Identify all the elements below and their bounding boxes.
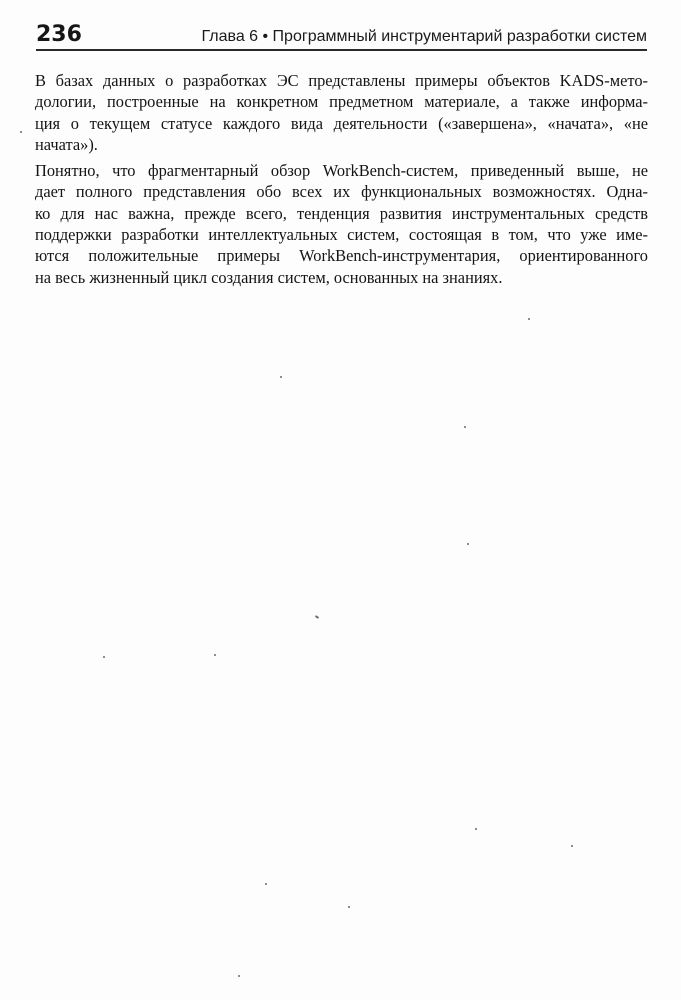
page-header xyxy=(36,22,647,50)
paragraph-2 xyxy=(35,160,648,288)
paragraph-1 xyxy=(35,70,648,155)
text-line: дологии, построенные на конкретном предметном материале, а также информа- xyxy=(35,92,648,112)
scan-speck xyxy=(214,654,216,656)
text-line: ко для нас важна, прежде всего, тенденция развития инструментальных средств xyxy=(35,203,648,223)
scan-speck xyxy=(571,845,573,847)
scan-speck xyxy=(528,318,530,320)
header-divider xyxy=(36,49,647,51)
text-line: ются положительные примеры WorkBench-инструментария, ориентированного xyxy=(35,246,648,266)
scan-speck xyxy=(348,906,350,908)
text-line: на весь жизненный цикл создания систем, основанных на знаниях. xyxy=(35,267,503,287)
scan-speck xyxy=(280,376,282,378)
body-text xyxy=(35,70,648,293)
page-number: 236 xyxy=(36,22,82,47)
text-line: В базах данных о разработках ЭС представлены примеры объектов KADS-мето- xyxy=(35,71,649,90)
scan-speck xyxy=(20,131,22,133)
text-line: поддержки разработки интеллектуальных систем, состоящая в том, что уже име- xyxy=(35,225,648,245)
text-line: Понятно, что фрагментарный обзор WorkBench-систем, приведенный выше, не xyxy=(35,161,648,181)
scan-speck xyxy=(464,426,466,428)
text-line: ция о текущем статусе каждого вида деятельности («завершена», «начата», «не xyxy=(35,113,648,133)
scan-speck xyxy=(265,883,267,885)
running-head: Глава 6 • Программный инструментарий разработки систем xyxy=(201,28,647,45)
scan-speck xyxy=(467,543,469,545)
scan-speck xyxy=(315,615,319,619)
text-line: дает полного представления обо всех их функциональных возможностях. Одна- xyxy=(35,182,648,202)
text-line: начата»). xyxy=(35,134,98,154)
scan-speck xyxy=(103,656,105,658)
scan-speck xyxy=(475,828,477,830)
scan-speck xyxy=(238,975,240,977)
